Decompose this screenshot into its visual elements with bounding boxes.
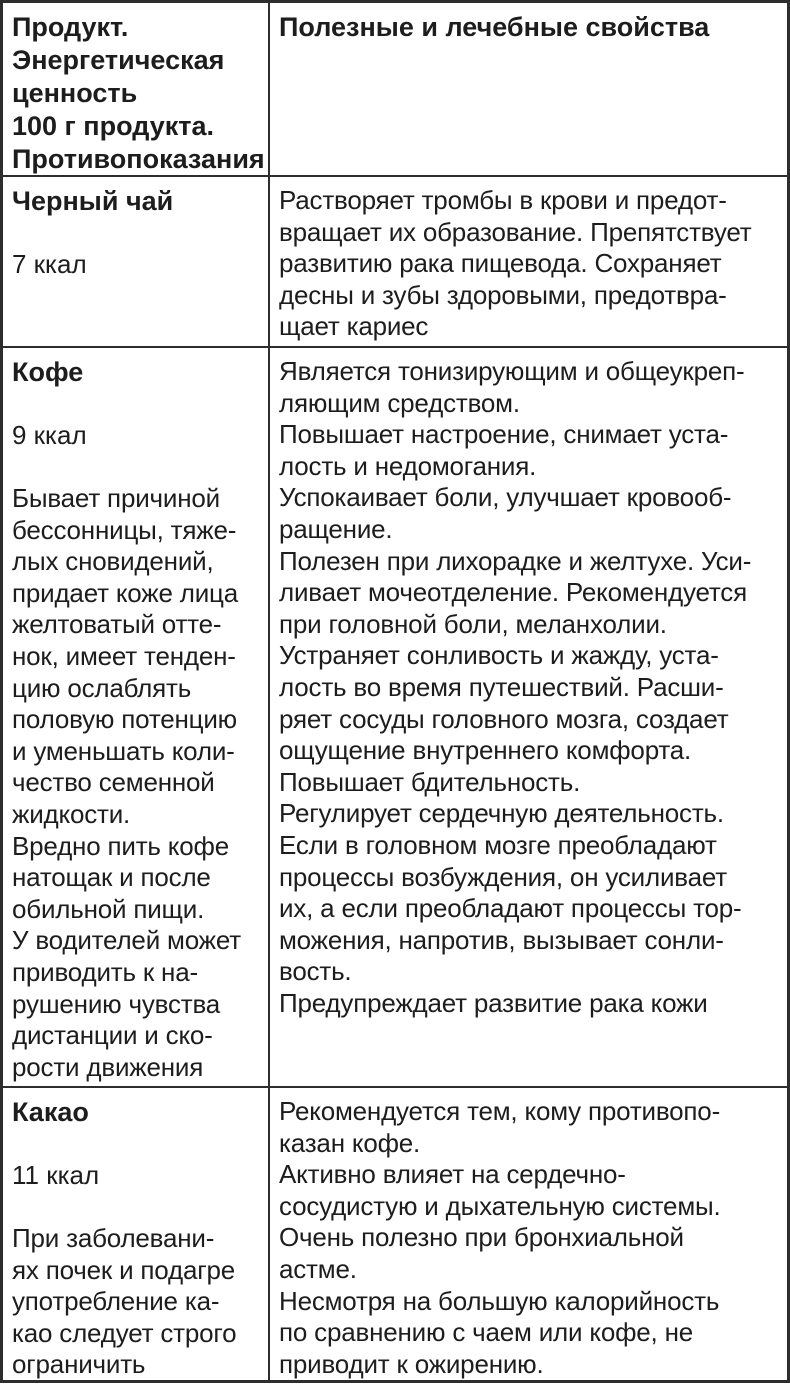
cocoa-energy-value: 11 ккал (12, 1160, 100, 1190)
cocoa-properties-text: Рекомендуется тем, кому противопо- казан кофе. Активно влияет на сердечно- сосудистую и дыхательную системы. Очень полезно при бронхиальной астме. Несмотря на большую калорийность по сравнению с чаем или кофе, не приводит к ожирению. (279, 1096, 721, 1379)
header-product-cell (3, 3, 270, 175)
tea-properties-text: Растворяет тромбы в крови и предот- вращает их образование. Препятствует развитию рака пищевода. Сохраняет десны и зубы здоровыми, предотвра- щает кариес (279, 185, 752, 342)
tea-product-name: Черный чай (12, 186, 174, 216)
table-row-black-tea (3, 175, 787, 346)
header-properties-cell (270, 3, 787, 175)
cocoa-product-cell (3, 1088, 270, 1380)
coffee-properties-cell (270, 348, 787, 1086)
header-properties-label: Полезные и лечебные свойства (279, 12, 710, 42)
cocoa-properties-cell (270, 1088, 787, 1380)
coffee-product-name: Кофе (12, 357, 84, 387)
coffee-contraindications: Бывает причиной бессонницы, тяже- лых сновидений, придает коже лица желтоватый отте- нок, имеет тенден- цию ослаблять половую потенцию и уменьшать коли- чество семенной жидкости. Вредно пить кофе натощак и после обильной пищи. У водителей может приводить к на- рушению чувства дистанции и ско- рости движения (12, 483, 241, 1082)
table-row-cocoa (3, 1086, 787, 1380)
coffee-energy-value: 9 ккал (12, 420, 87, 450)
cocoa-contraindications: При заболевани- ях почек и подагре употребление ка- као следует строго ограничить (12, 1223, 237, 1380)
header-product-label: Продукт. Энергетическая ценность 100 г продукта. Противопоказания (12, 12, 265, 174)
cocoa-product-name: Какао (12, 1097, 89, 1127)
coffee-product-cell (3, 348, 270, 1086)
coffee-properties-text: Является тонизирующим и общеукреп- ляющим средством. Повышает настроение, снимает уста- лость и недомогания. Успокаивает боли, улучшает кровооб- ращение. Полезен при лихорадке и желтухе. Уси- ливает мочеотделение. Рекомендуется при головной боли, меланхолии. Устраняет сонливость и жажду, уста- лость во время путешествий. Расши- ряет сосуды головного мозга, создает ощущение внутреннего комфорта. Повышает бдительность. Регулирует сердечную деятельность. Если в головном мозге преобладают процессы возбуждения, он усиливает их, а если преобладают процессы тор- можения, напротив, вызывает сонли- вость. Предупреждает развитие рака кожи (279, 356, 752, 1018)
tea-product-cell (3, 177, 270, 346)
tea-properties-cell (270, 177, 787, 346)
table-row-coffee (3, 346, 787, 1086)
tea-energy-value: 7 ккал (12, 249, 87, 279)
table-header-row (3, 3, 787, 175)
